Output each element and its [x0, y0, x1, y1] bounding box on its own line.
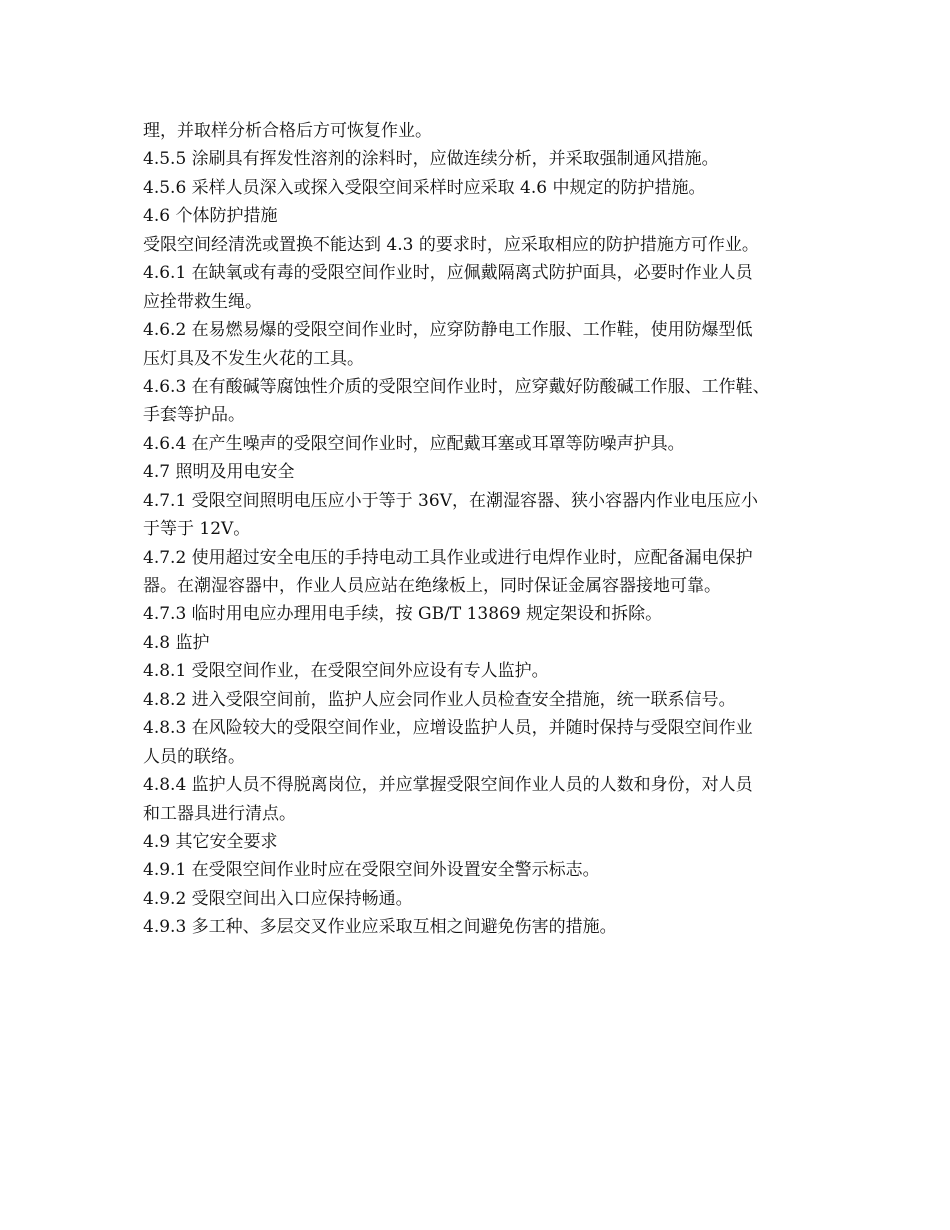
clause-4-8-3-cont: 人员的联络。 [143, 746, 245, 767]
clause-4-8-1: 4.8.1 受限空间作业，在受限空间外应设有专人监护。 [143, 661, 549, 682]
clause-4-7-2: 4.7.2 使用超过安全电压的手持电动工具作业或进行电焊作业时，应配备漏电保护 [143, 547, 753, 568]
clause-4-9-1: 4.9.1 在受限空间作业时应在受限空间外设置安全警示标志。 [143, 860, 600, 881]
clause-4-6-2: 4.6.2 在易燃易爆的受限空间作业时，应穿防静电工作服、工作鞋，使用防爆型低 [143, 320, 753, 341]
section-heading-4-6: 4.6 个体防护措施 [143, 206, 278, 227]
clause-4-5-5: 4.5.5 涂刷具有挥发性溶剂的涂料时，应做连续分析，并采取强制通风措施。 [143, 149, 719, 170]
text-line-1: 理，并取样分析合格后方可恢复作业。 [143, 121, 432, 141]
clause-4-6-4: 4.6.4 在产生噪声的受限空间作业时，应配戴耳塞或耳罩等防噪声护具。 [143, 433, 685, 454]
section-heading-4-9: 4.9 其它安全要求 [143, 831, 278, 852]
section-heading-4-8: 4.8 监护 [143, 632, 210, 653]
clause-4-7-1: 4.7.1 受限空间照明电压应小于等于 36V，在潮湿容器、狭小容器内作业电压应小 [143, 490, 758, 511]
clause-4-7-2-cont: 器。在潮湿容器中，作业人员应站在绝缘板上，同时保证金属容器接地可靠。 [143, 576, 721, 596]
section-4-6-intro: 受限空间经清洗或置换不能达到 4.3 的要求时，应采取相应的防护措施方可作业。 [143, 234, 759, 255]
clause-4-7-3: 4.7.3 临时用电应办理用电手续，按 GB/T 13869 规定架设和拆除。 [143, 604, 663, 625]
clause-4-6-3-cont: 手套等护品。 [143, 405, 245, 426]
clause-4-9-2: 4.9.2 受限空间出入口应保持畅通。 [143, 888, 413, 909]
clause-4-6-2-cont: 压灯具及不发生火花的工具。 [143, 348, 364, 369]
clause-4-9-3: 4.9.3 多工种、多层交叉作业应采取互相之间避免伤害的措施。 [143, 917, 617, 938]
clause-4-8-4: 4.8.4 监护人员不得脱离岗位，并应掌握受限空间作业人员的人数和身份，对人员 [143, 775, 753, 796]
clause-4-8-3: 4.8.3 在风险较大的受限空间作业，应增设监护人员，并随时保持与受限空间作业 [143, 718, 753, 739]
clause-4-5-6: 4.5.6 采样人员深入或探入受限空间采样时应采取 4.6 中规定的防护措施。 [143, 177, 706, 198]
clause-4-8-4-cont: 和工器具进行清点。 [143, 803, 296, 824]
clause-4-6-1: 4.6.1 在缺氧或有毒的受限空间作业时，应佩戴隔离式防护面具，必要时作业人员 [143, 263, 753, 284]
section-heading-4-7: 4.7 照明及用电安全 [143, 462, 295, 483]
clause-4-6-3: 4.6.3 在有酸碱等腐蚀性介质的受限空间作业时，应穿戴好防酸碱工作服、工作鞋、 [143, 376, 770, 397]
clause-4-8-2: 4.8.2 进入受限空间前，监护人应会同作业人员检查安全措施，统一联系信号。 [143, 689, 736, 710]
clause-4-6-1-cont: 应拴带救生绳。 [143, 291, 262, 312]
clause-4-7-1-cont: 于等于 12V。 [143, 519, 251, 540]
document-page [143, 117, 833, 942]
